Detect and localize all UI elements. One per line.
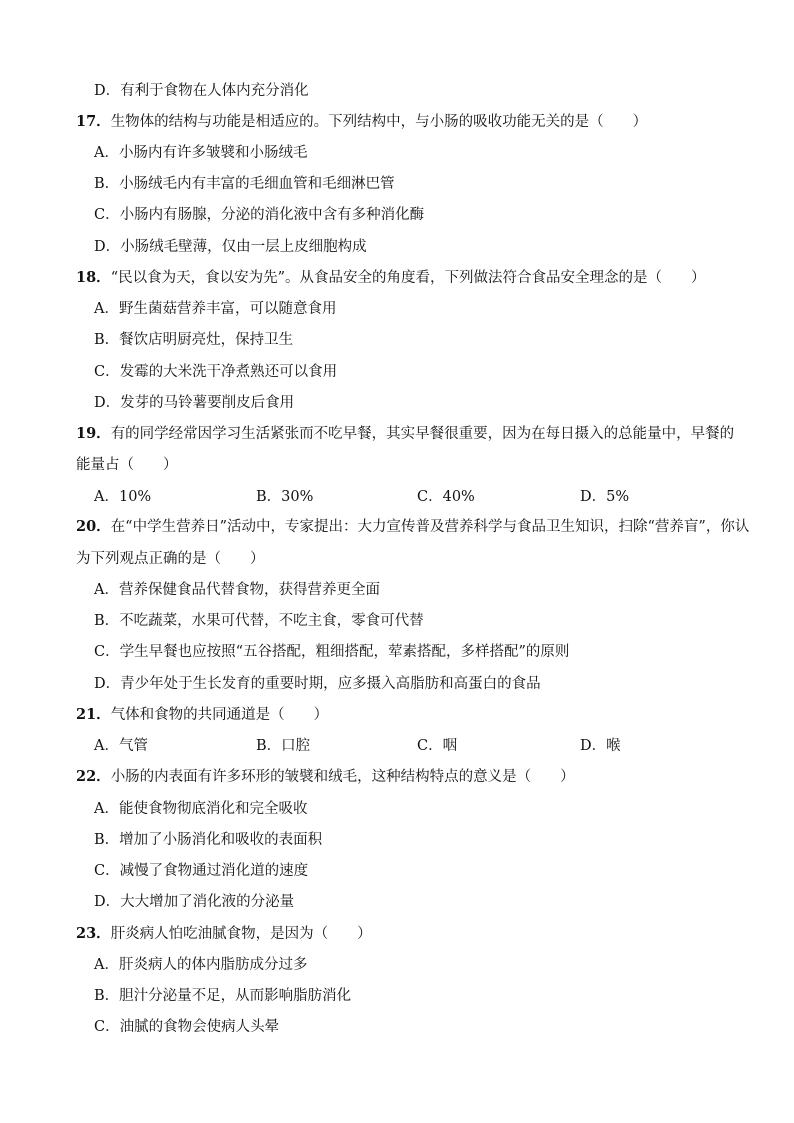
option-21-c: C．咽: [417, 738, 458, 754]
option-17-c: C．小肠内有肠腺，分泌的消化液中含有多种消化酶: [94, 207, 425, 223]
option-19-c: C．40%: [417, 489, 475, 505]
option-23-a: A．肝炎病人的体内脂肪成分过多: [94, 957, 308, 973]
question-number: 20．: [76, 518, 111, 535]
question-23: [76, 924, 372, 944]
question-stem: 有的同学经常因学习生活紧张而不吃早餐，其实早餐很重要，因为在每日摄入的总能量中，早餐的: [110, 426, 735, 442]
question-number: 17．: [76, 113, 111, 130]
option-20-a: A．营养保健食品代替食物，获得营养更全面: [94, 582, 380, 598]
option-20-b: B．不吃蔬菜，水果可代替，不吃主食，零食可代替: [94, 613, 424, 629]
option-18-b: B．餐饮店明厨亮灶，保持卫生: [94, 332, 294, 348]
option-22-b: B．增加了小肠消化和吸收的表面积: [94, 832, 323, 848]
option-21-a: A．气管: [94, 738, 148, 754]
option-18-d: D．发芽的马铃薯要削皮后食用: [94, 395, 295, 411]
option-20-d: D．青少年处于生长发育的重要时期，应多摄入高脂肪和高蛋白的食品: [94, 676, 541, 692]
question-19: [76, 424, 734, 444]
question-stem: 生物体的结构与功能是相适应的。下列结构中，与小肠的吸收功能无关的是（ ）: [110, 114, 648, 130]
question-20: [76, 517, 749, 537]
question-21: [76, 705, 328, 725]
question-20-line-2: 为下列观点正确的是（ ）: [76, 551, 265, 567]
option-17-d: D．小肠绒毛壁薄，仅由一层上皮细胞构成: [94, 239, 367, 255]
question-number: 21．: [76, 706, 111, 723]
question-18: [76, 268, 706, 288]
option-22-d: D．大大增加了消化液的分泌量: [94, 894, 295, 910]
option-20-c: C．学生早餐也应按照“五谷搭配，粗细搭配，荤素搭配，多样搭配”的原则: [94, 644, 570, 660]
question-19-line-2: 能量占（ ）: [76, 457, 178, 473]
question-22: [76, 767, 575, 787]
option-21-b: B．口腔: [256, 738, 311, 754]
question-stem: 肝炎病人怕吃油腻食物，是因为（ ）: [110, 926, 372, 942]
option-17-a: A．小肠内有许多皱襞和小肠绒毛: [94, 145, 308, 161]
question-stem: 在“中学生营养日”活动中，专家提出：大力宣传普及营养科学与食品卫生知识，扫除“营养盲”，你认: [110, 519, 750, 535]
option-22-c: C．减慢了食物通过消化道的速度: [94, 863, 309, 879]
option-21-d: D．喉: [580, 738, 621, 754]
question-number: 18．: [76, 269, 111, 286]
option-19-a: A．10%: [94, 489, 152, 505]
option-23-b: B．胆汁分泌量不足，从而影响脂肪消化: [94, 988, 352, 1004]
option-16-d: D．有利于食物在人体内充分消化: [94, 83, 309, 99]
option-19-d: D．5%: [580, 489, 630, 505]
question-stem: “民以食为天，食以安为先”。从食品安全的角度看，下列做法符合食品安全理念的是（ ）: [110, 270, 706, 286]
question-number: 19．: [76, 425, 111, 442]
option-18-c: C．发霉的大米洗干净煮熟还可以食用: [94, 364, 338, 380]
question-stem: 小肠的内表面有许多环形的皱襞和绒毛，这种结构特点的意义是（ ）: [110, 769, 575, 785]
option-18-a: A．野生菌菇营养丰富，可以随意食用: [94, 301, 337, 317]
question-stem: 气体和食物的共同通道是（ ）: [110, 707, 329, 723]
option-23-c: C．油腻的食物会使病人头晕: [94, 1019, 280, 1035]
option-17-b: B．小肠绒毛内有丰富的毛细血管和毛细淋巴管: [94, 176, 395, 192]
question-17: [76, 112, 647, 132]
question-number: 23．: [76, 925, 111, 942]
question-number: 22．: [76, 768, 111, 785]
option-22-a: A．能使食物彻底消化和完全吸收: [94, 801, 308, 817]
option-19-b: B．30%: [256, 489, 314, 505]
